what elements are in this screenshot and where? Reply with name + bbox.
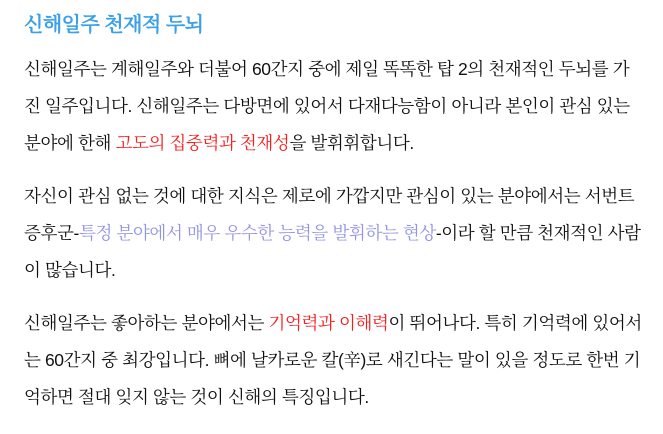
paragraph <box>24 51 643 162</box>
highlight-text-segment: 특정 분야에서 매우 우수한 능력을 발휘하는 현상 <box>78 223 436 243</box>
text-segment: 을 발휘휘합니다. <box>289 133 414 153</box>
article-body <box>24 51 643 416</box>
page-title: 신해일주 천재적 두뇌 <box>24 14 204 36</box>
paragraph <box>24 178 643 289</box>
text-segment: 자신이 관심 없는 것에 대한 지식은 제로에 가깝지만 관심이 있는 분야에서는 서번트 증후군- <box>24 186 635 243</box>
highlight-text-segment: 기억력과 이해력 <box>268 313 389 333</box>
text-segment: 신해일주는 계해일주와 더불어 60간지 중에 제일 똑똑한 탑 2의 천재적인 두뇌를 가진 일주입니다. 신해일주는 다방면에 있어서 다재다능함이 아니라 본인이 관심 있는 분야에 한해 <box>24 59 630 153</box>
paragraph <box>24 305 643 416</box>
highlight-text-segment: 고도의 집중력과 천재성 <box>115 133 290 153</box>
text-segment: 이 뛰어나다. 특히 기억력에 있어서는 60간지 중 최강입니다. 뼈에 날카로운 칼(辛)로 새긴다는 말이 있을 정도로 한번 기억하면 절대 잊지 않는 것이 신해의 특징입니다. <box>24 313 642 407</box>
text-segment: 신해일주는 좋아하는 분야에서는 <box>24 313 269 333</box>
text-segment: -이라 할 만큼 천재적인 사람이 많습니다. <box>24 223 641 280</box>
